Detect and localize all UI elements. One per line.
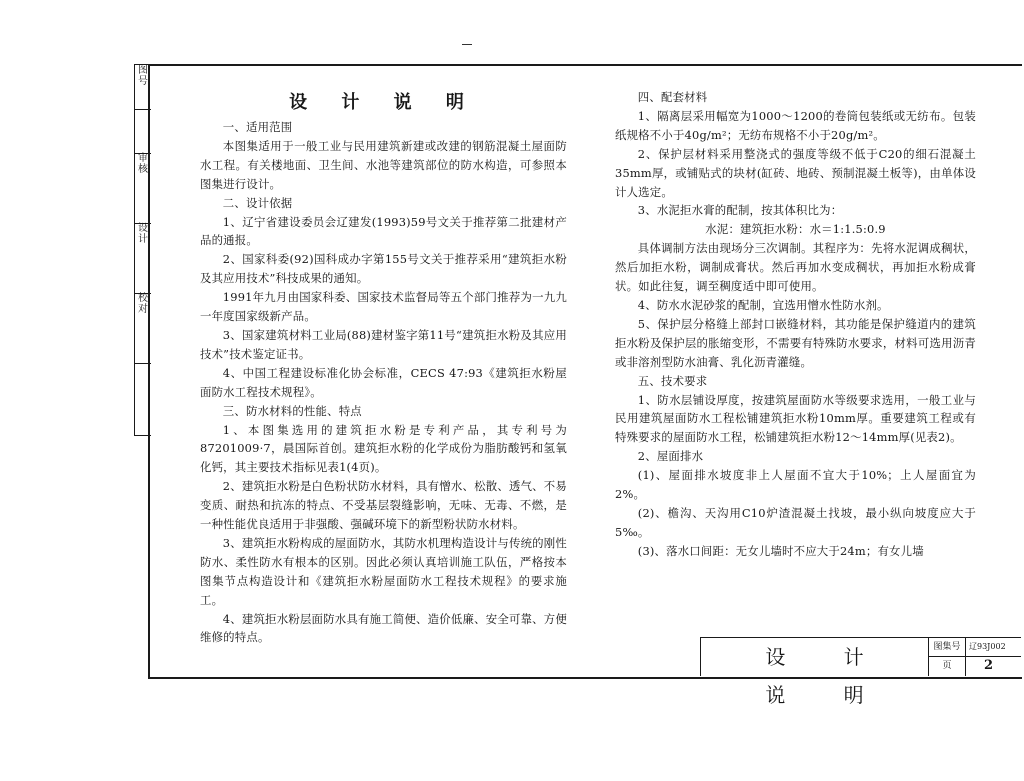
strip-cell-1: 图 号 bbox=[135, 65, 151, 110]
atlas-number-value: 辽93J002 bbox=[969, 642, 1006, 651]
paragraph: 1、防水层铺设厚度，按建筑屋面防水等级要求选用，一般工业与民用建筑屋面防水工程松铺建筑拒水粉10mm厚。重要建筑工程或有特殊要求的屋面防水工程，松铺建筑拒水粉12～14mm厚(见表2)。 bbox=[615, 392, 976, 445]
page-title: 设 计 说 明 bbox=[289, 92, 478, 113]
section-heading: 一、适用范围 bbox=[222, 120, 293, 134]
paragraph: 水泥：建筑拒水粉：水＝1:1.5:0.9 bbox=[705, 222, 886, 237]
strip-cell-3: 审 核 bbox=[135, 153, 151, 224]
page-label: 页 bbox=[942, 661, 952, 671]
title-block bbox=[700, 637, 1021, 707]
paragraph: 1、本图集选用的建筑拒水粉是专利产品，其专利号为87201009·7，晨国际首创。建筑拒水粉的化学成份为脂肪酸钙和氢氧化钙，其主要技术指标见表1(4页)。 bbox=[200, 422, 567, 475]
strip-cell-5: 校 对 bbox=[135, 293, 151, 364]
paragraph: 4、建筑拒水粉层面防水具有施工简便、造价低廉、安全可靠、方便维修的特点。 bbox=[200, 611, 567, 645]
paragraph: 4、中国工程建设标准化协会标准，CECS 47:93《建筑拒水粉屋面防水工程技术规程》。 bbox=[200, 365, 567, 399]
paragraph: 1991年九月由国家科委、国家技术监督局等五个部门推荐为一九九一年度国家级新产品。 bbox=[200, 290, 567, 324]
section-heading: 四、配套材料 bbox=[637, 90, 708, 104]
left-text-column bbox=[200, 90, 567, 647]
scan-mark bbox=[462, 44, 472, 45]
paragraph: 1、隔离层采用幅宽为1000～1200的卷筒包装纸或无纺布。包装纸规格不小于40g/m²；无纺布规格不小于20g/m²。 bbox=[615, 108, 976, 142]
paragraph: (2)、檐沟、天沟用C10炉渣混凝土找坡，最小纵向坡度应大于5‰。 bbox=[615, 505, 976, 539]
paragraph: 2、国家科委(92)国科成办字第155号文关于推荐采用“建筑拒水粉及其应用技术”科技成果的通知。 bbox=[200, 252, 567, 286]
section-heading: 二、设计依据 bbox=[222, 195, 293, 210]
paragraph: 4、防水水泥砂浆的配制，宜选用憎水性防水剂。 bbox=[637, 297, 889, 312]
atlas-number-label: 图集号 bbox=[933, 642, 961, 652]
right-text-column bbox=[615, 88, 976, 561]
paragraph: 具体调制方法由现场分三次调制。其程序为：先将水泥调成稠状，然后加拒水粉，调制成膏状。然后再加水变成稠状，再加拒水粉成膏状。如此往复，调至稠度适中即可使用。 bbox=[615, 241, 976, 294]
paragraph: 2、屋面排水 bbox=[637, 449, 704, 464]
paragraph: 3、国家建筑材料工业局(88)建材鉴字第11号“建筑拒水粉及其应用技术”技术鉴定证书。 bbox=[200, 327, 567, 361]
section-heading: 五、技术要求 bbox=[637, 373, 708, 388]
paragraph: 2、保护层材料采用整浇式的强度等级不低于C20的细石混凝土35mm厚，或铺贴式的块材(缸砖、地砖、预制混凝土板等)，由单体设计人选定。 bbox=[615, 146, 976, 199]
paragraph: 本图集适用于一般工业与民用建筑新建或改建的钢筋混凝土屋面防水工程。有关楼地面、卫生间、水池等建筑部位的防水构造，可参照本图集进行设计。 bbox=[200, 138, 567, 191]
paragraph: 5、保护层分格缝上部封口嵌缝材料，其功能是保护缝道内的建筑拒水粉及保护层的胀缩变形，不需要有特殊防水要求，材料可选用沥青或非溶剂型防水油膏、乳化沥青灌缝。 bbox=[615, 316, 976, 369]
title-block-title: 设 计 说 明 bbox=[701, 638, 929, 676]
paragraph: 2、建筑拒水粉是白色粉状防水材料，具有憎水、松散、透气、不易变质、耐热和抗冻的特点、不受基层裂缝影响，无味、无毒、不燃，是一种性能优良适用于非强酸、强碱环境下的新型粉状防水材料。 bbox=[200, 479, 567, 532]
paragraph: 3、建筑拒水粉构成的屋面防水，其防水机理构造设计与传统的刚性防水、柔性防水有根本的区别。因此必须认真培训施工队伍，严格按本图集节点构造设计和《建筑拒水粉屋面防水工程技术规程》的要求施工。 bbox=[200, 535, 567, 607]
paragraph: 3、水泥拒水膏的配制，按其体积比为： bbox=[637, 203, 843, 218]
page-number: 2 bbox=[984, 658, 994, 673]
paragraph: (3)、落水口间距：无女儿墙时不应大于24m；有女儿墙 bbox=[637, 543, 924, 558]
strip-cell-4: 设 计 bbox=[135, 223, 151, 294]
paragraph: (1)、屋面排水坡度非上人屋面不宜大于10%；上人屋面宜为2%。 bbox=[615, 468, 976, 502]
section-heading: 三、防水材料的性能、特点 bbox=[222, 403, 362, 418]
paragraph: 1、辽宁省建设委员会辽建发(1993)59号文关于推荐第二批建材产品的通报。 bbox=[200, 214, 567, 248]
